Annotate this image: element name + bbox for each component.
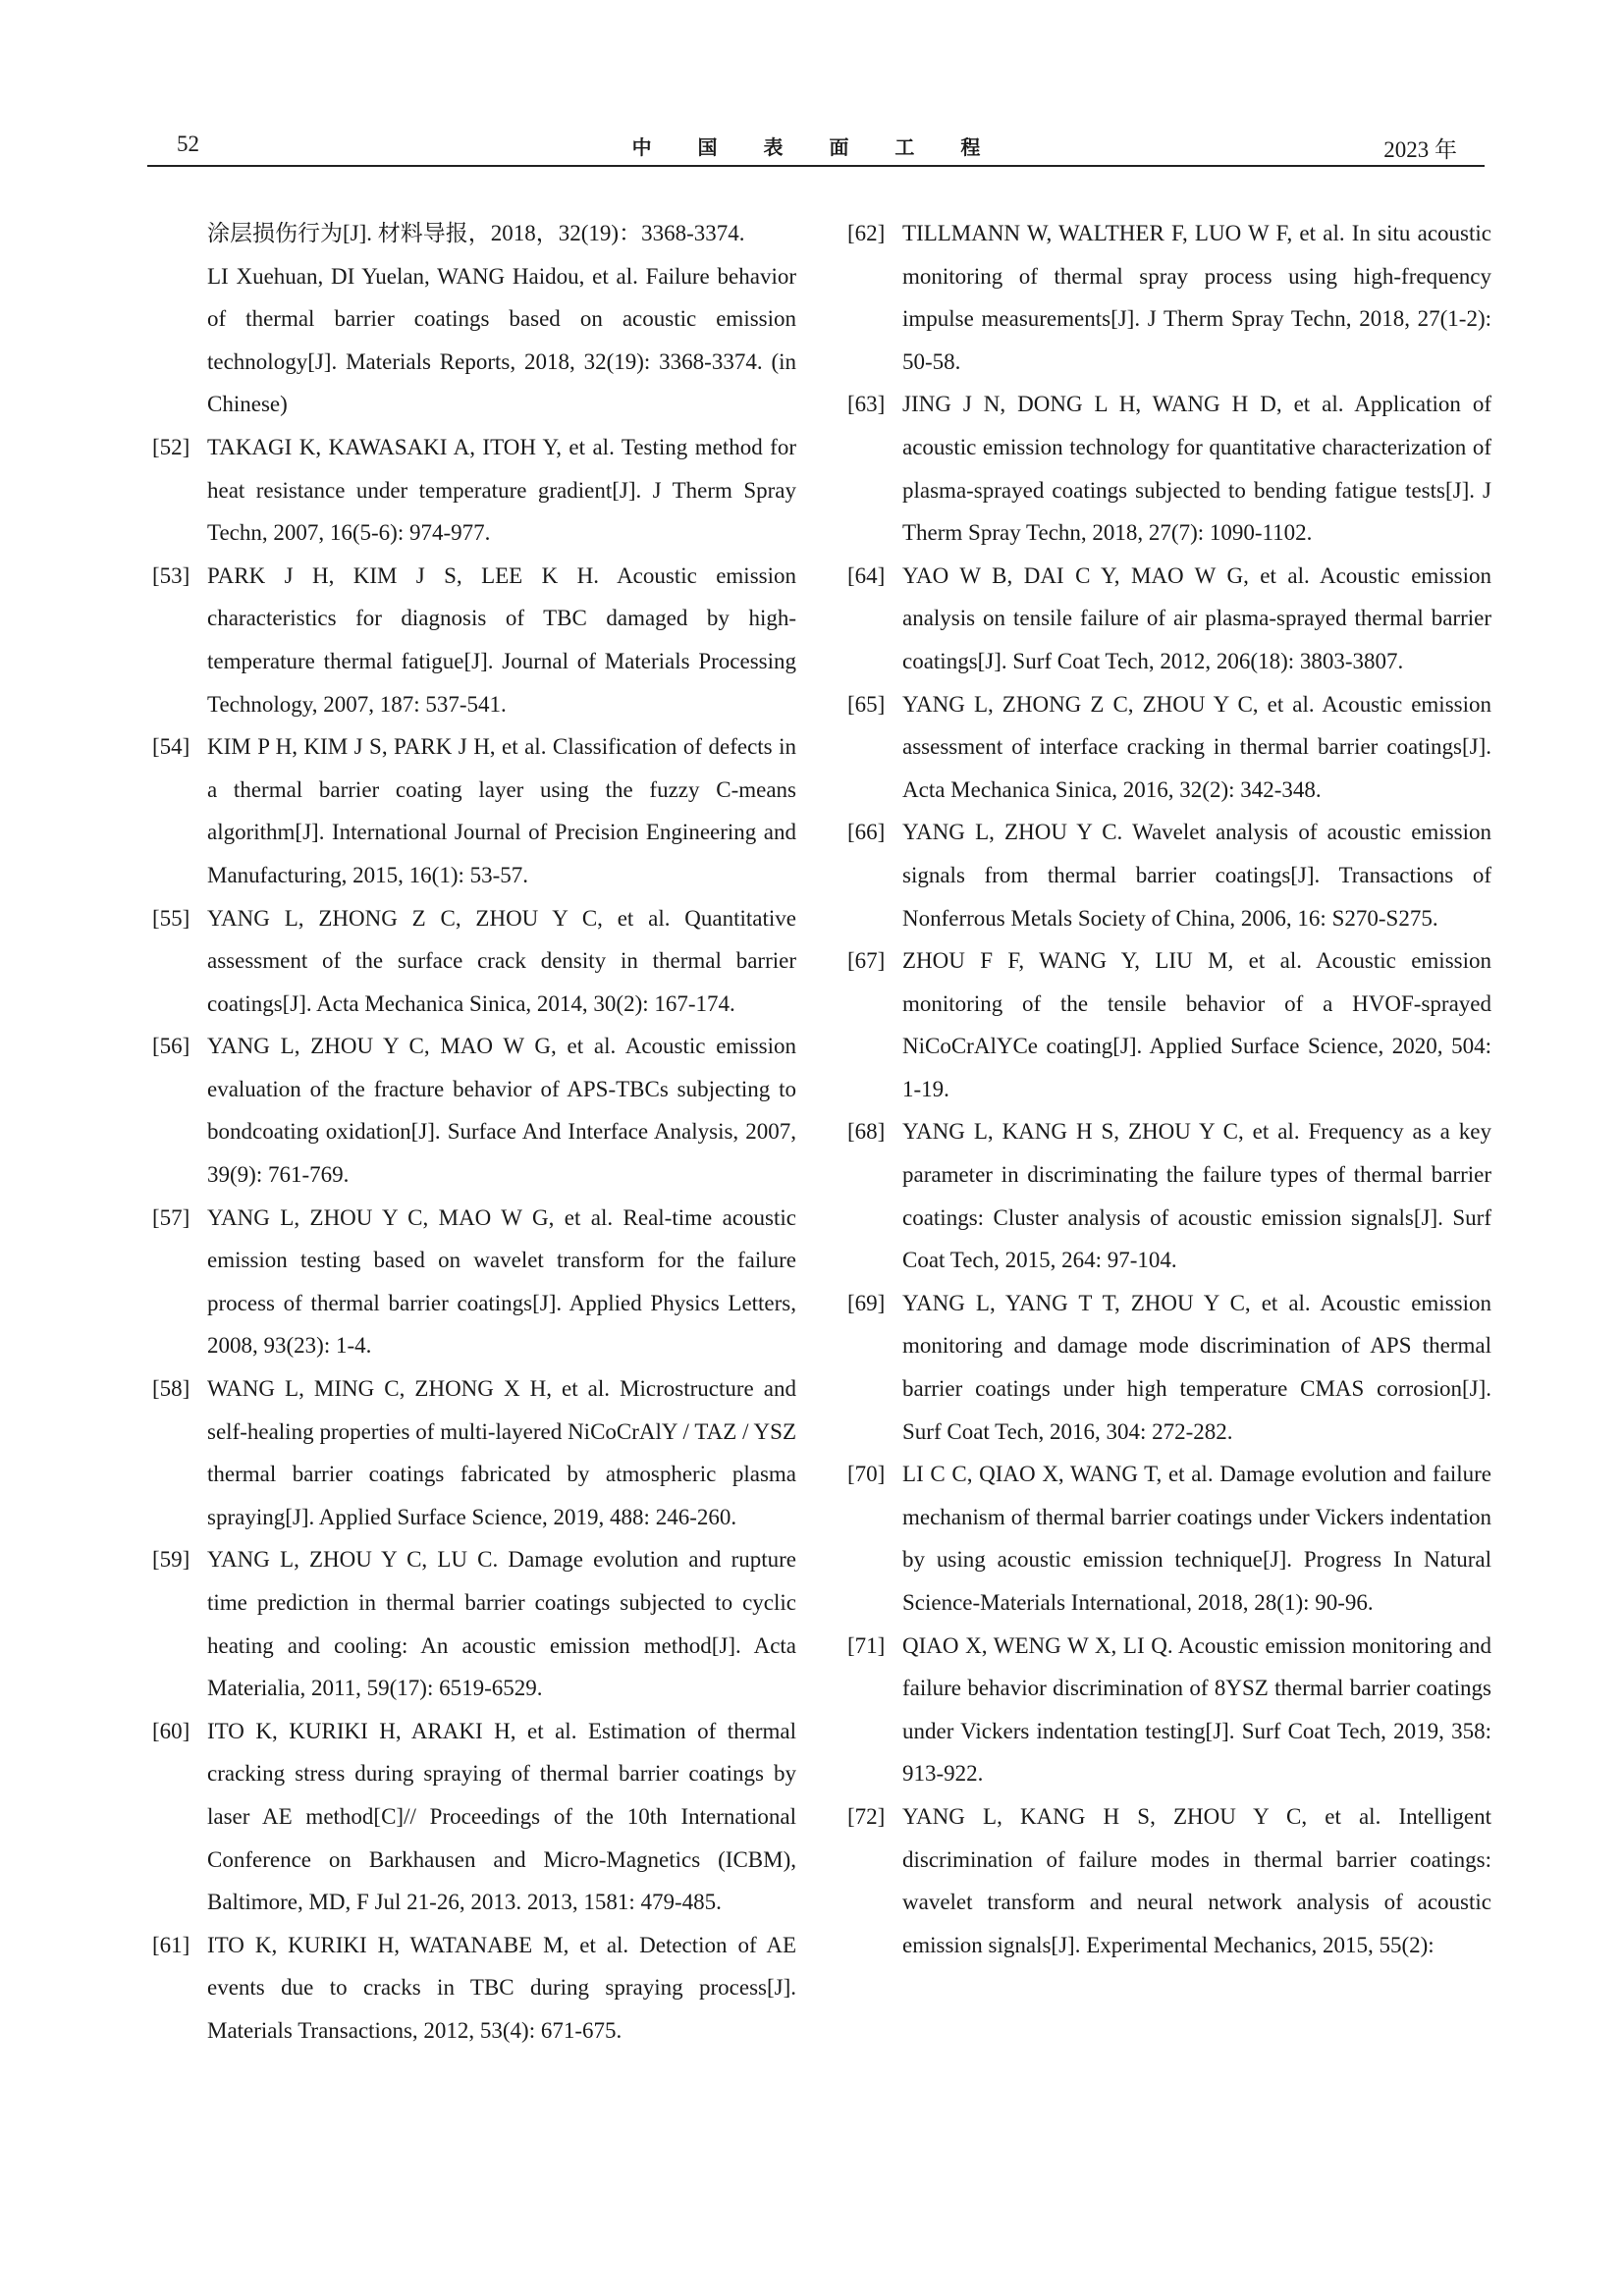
reference-number: [72] (847, 1803, 886, 1829)
reference-entry (847, 1110, 1491, 1281)
journal-title: 中 国 表 面 工 程 (631, 135, 1001, 159)
reference-text: ITO K, KURIKI H, WATANABE M, et al. Detection of AE events due to cracks in TBC during spraying process[J]. Materials Transactions, 2012, 53(4): 671-675. (207, 1932, 796, 2043)
reference-entry (847, 1453, 1491, 1624)
reference-text: QIAO X, WENG W X, LI Q. Acoustic emission monitoring and failure behavior discrimination of 8YSZ thermal barrier coatings under Vickers indentation testing[J]. Surf Coat Tech, 2019, 358: 913-922. (902, 1632, 1491, 1787)
reference-entry (152, 897, 796, 1026)
reference-entry (152, 1538, 796, 1709)
reference-text: PARK J H, KIM J S, LEE K H. Acoustic emission characteristics for diagnosis of TBC damaged by high-temperature thermal fatigue[J]. Journal of Materials Processing Technology, 2007, 187: 537-541. (207, 562, 796, 717)
reference-number: [64] (847, 562, 886, 588)
reference-text: YANG L, ZHOU Y C. Wavelet analysis of acoustic emission signals from thermal barrier coatings[J]. Transactions of Nonferrous Metals Society of China, 2006, 16: S270-S275. (902, 820, 1491, 931)
reference-text: YANG L, ZHONG Z C, ZHOU Y C, et al. Acoustic emission assessment of interface cracking in thermal barrier coatings[J]. Acta Mechanica Sinica, 2016, 32(2): 342-348. (902, 691, 1491, 802)
reference-entry (847, 383, 1491, 554)
reference-text: YANG L, ZHONG Z C, ZHOU Y C, et al. Quantitative assessment of the surface crack density in thermal barrier coatings[J]. Acta Mechanica Sinica, 2014, 30(2): 167-174. (207, 905, 796, 1016)
reference-entry (152, 1025, 796, 1196)
page-number: 52 (177, 132, 199, 156)
reference-number: [69] (847, 1290, 886, 1315)
reference-entry (152, 1197, 796, 1367)
reference-text: WANG L, MING C, ZHONG X H, et al. Microstructure and self-healing properties of multi-layered NiCoCrAlY / TAZ / YSZ thermal barrier coatings fabricated by atmospheric plasma spraying[J]. Applied Surface Science, 2019, 488: 246-260. (207, 1376, 796, 1529)
reference-text: ZHOU F F, WANG Y, LIU M, et al. Acoustic emission monitoring of the tensile behavior of a HVOF-sprayed NiCoCrAlYCe coating[J]. Applied Surface Science, 2020, 504: 1-19. (902, 948, 1491, 1101)
reference-text: YANG L, ZHOU Y C, LU C. Damage evolution and rupture time prediction in thermal barrier coatings subjected to cyclic heating and cooling: An acoustic emission method[J]. Acta Materialia, 2011, 59(17): 6519-6529. (207, 1547, 796, 1701)
reference-entry (847, 1282, 1491, 1453)
reference-entry (847, 1625, 1491, 1795)
reference-text: LI Xuehuan, DI Yuelan, WANG Haidou, et al. Failure behavior of thermal barrier coatings based on acoustic emission technology[J]. Materials Reports, 2018, 32(19): 3368-3374. (in Chinese) (207, 263, 796, 417)
reference-entry (847, 212, 1491, 383)
reference-number: [57] (152, 1204, 190, 1230)
reference-entry (847, 555, 1491, 683)
reference-entry (152, 1710, 796, 1924)
reference-number: [60] (152, 1718, 190, 1743)
reference-number: [63] (847, 392, 886, 417)
reference-entry (152, 212, 796, 426)
reference-entry (847, 811, 1491, 939)
references-left-column (152, 212, 796, 2053)
reference-entry (152, 1924, 796, 2053)
reference-text: YANG L, ZHOU Y C, MAO W G, et al. Real-time acoustic emission testing based on wavelet transform for the failure process of thermal barrier coatings[J]. Applied Physics Letters, 2008, 93(23): 1-4. (207, 1204, 796, 1359)
reference-number: [59] (152, 1547, 190, 1573)
reference-entry (847, 1795, 1491, 1966)
reference-number: [53] (152, 562, 190, 588)
reference-text: YANG L, YANG T T, ZHOU Y C, et al. Acoustic emission monitoring and damage mode discrimination of APS thermal barrier coatings under high temperature CMAS corrosion[J]. Surf Coat Tech, 2016, 304: 272-282. (902, 1290, 1491, 1444)
reference-text: LI C C, QIAO X, WANG T, et al. Damage evolution and failure mechanism of thermal barrier coatings under Vickers indentation by using acoustic emission technique[J]. Progress In Natural Science-Materials International, 2018, 28(1): 90-96. (902, 1462, 1491, 1615)
reference-number: [55] (152, 905, 190, 931)
reference-text: YANG L, KANG H S, ZHOU Y C, et al. Intelligent discrimination of failure modes in thermal barrier coatings: wavelet transform and neural network analysis of acoustic emission signals[J]. Experimental Mechanics, 2015, 55(2): (902, 1803, 1491, 1957)
reference-number: [56] (152, 1034, 190, 1059)
reference-number: [66] (847, 820, 886, 845)
reference-entry (847, 939, 1491, 1110)
publication-year: 2023 年 (1383, 137, 1457, 162)
reference-text: 涂层损伤行为[J]. 材料导报，2018，32(19)：3368-3374. (207, 221, 745, 245)
reference-number: [54] (152, 734, 190, 760)
reference-number: [67] (847, 948, 886, 974)
reference-number: [65] (847, 691, 886, 717)
reference-number: [52] (152, 434, 190, 459)
reference-text: TAKAGI K, KAWASAKI A, ITOH Y, et al. Testing method for heat resistance under temperature gradient[J]. J Therm Spray Techn, 2007, 16(5-6): 974-977. (207, 434, 796, 546)
reference-entry (847, 683, 1491, 812)
running-header (147, 126, 1485, 167)
reference-number: [62] (847, 221, 886, 245)
reference-number: [71] (847, 1632, 886, 1658)
reference-entry (152, 426, 796, 555)
reference-number: [58] (152, 1376, 190, 1402)
reference-text: YANG L, ZHOU Y C, MAO W G, et al. Acoustic emission evaluation of the fracture behavior of APS-TBCs subjecting to bondcoating oxidation[J]. Surface And Interface Analysis, 2007, 39(9): 761-769. (207, 1034, 796, 1188)
reference-text: KIM P H, KIM J S, PARK J H, et al. Classification of defects in a thermal barrier coating layer using the fuzzy C-means algorithm[J]. International Journal of Precision Engineering and Manufacturing, 2015, 16(1): 53-57. (207, 734, 796, 887)
reference-entry (152, 1367, 796, 1538)
reference-number: [70] (847, 1462, 886, 1487)
reference-entry (152, 725, 796, 896)
reference-text: JING J N, DONG L H, WANG H D, et al. Application of acoustic emission technology for quantitative characterization of plasma-sprayed coatings subjected to bending fatigue tests[J]. J Therm Spray Techn, 2018, 27(7): 1090-1102. (902, 392, 1491, 546)
references-right-column (847, 212, 1491, 1966)
reference-text: YANG L, KANG H S, ZHOU Y C, et al. Frequency as a key parameter in discriminating the failure types of thermal barrier coatings: Cluster analysis of acoustic emission signals[J]. Surf Coat Tech, 2015, 264: 97-104. (902, 1119, 1491, 1273)
reference-number: [68] (847, 1119, 886, 1145)
reference-entry (152, 555, 796, 725)
reference-text: YAO W B, DAI C Y, MAO W G, et al. Acoustic emission analysis on tensile failure of air plasma-sprayed thermal barrier coatings[J]. Surf Coat Tech, 2012, 206(18): 3803-3807. (902, 562, 1491, 673)
reference-number: [61] (152, 1932, 190, 1957)
reference-text: TILLMANN W, WALTHER F, LUO W F, et al. In situ acoustic monitoring of thermal spray process using high-frequency impulse measurements[J]. J Therm Spray Techn, 2018, 27(1-2): 50-58. (902, 221, 1491, 374)
reference-text: ITO K, KURIKI H, ARAKI H, et al. Estimation of thermal cracking stress during spraying of thermal barrier coatings by laser AE method[C]// Proceedings of the 10th International Conference on Barkhausen and Micro-Magnetics (ICBM), Baltimore, MD, F Jul 21-26, 2013. 2013, 1581: 479-485. (207, 1718, 796, 1915)
